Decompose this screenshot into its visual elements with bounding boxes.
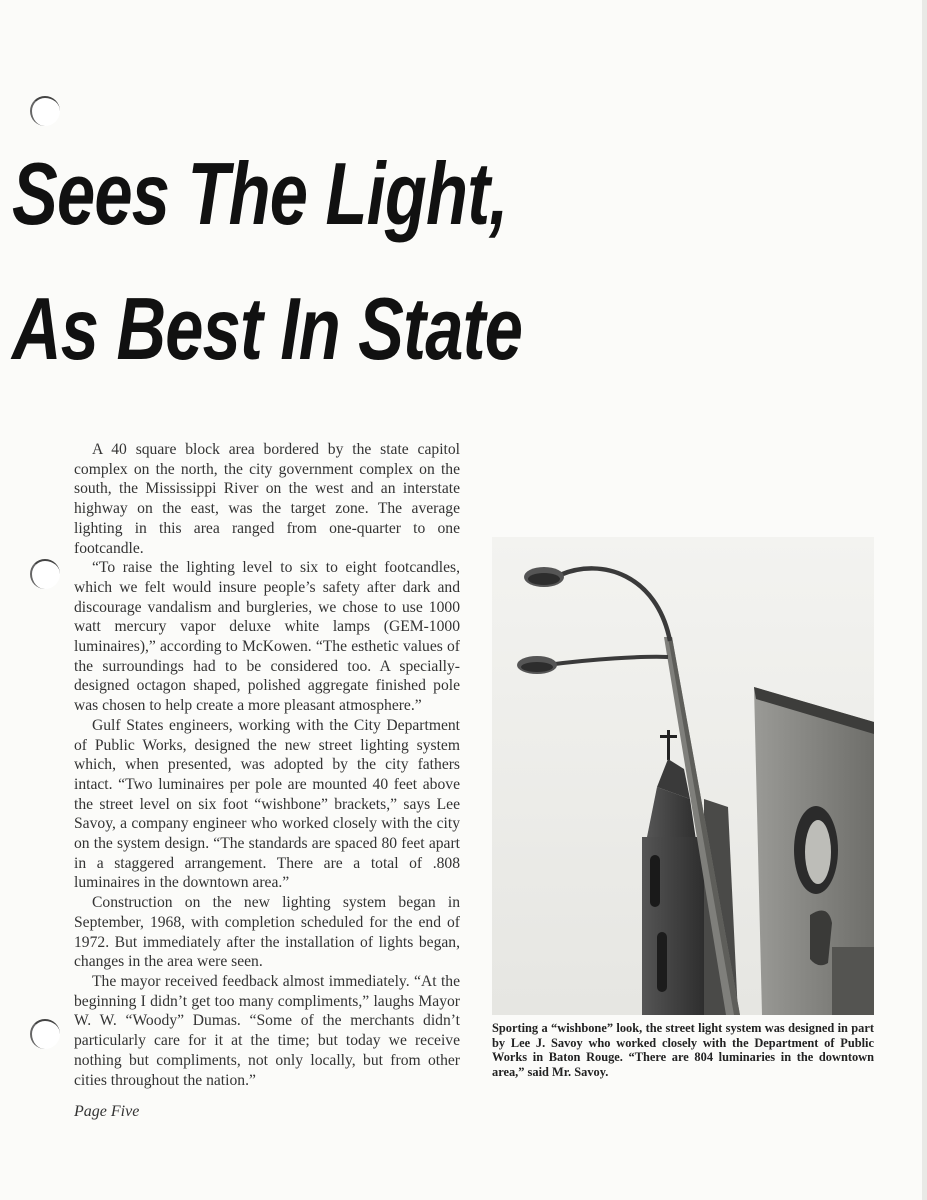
page-number: Page Five xyxy=(74,1103,140,1120)
brick-building xyxy=(754,687,874,1015)
headline-line-1: Sees The Light, xyxy=(12,144,508,243)
paragraph-1: A 40 square block area bordered by the state capitol complex on the north, the city government complex on the south, the Mississippi River on the west and an interstate highway on the east, was the target zone. The average lighting in this area ranged from one-quarter to one footcandle. xyxy=(74,441,460,557)
paragraph-4: Construction on the new lighting system began in September, 1968, with completion scheduled for the end of 1972. But immediately after the installation of lights began, changes in the area were seen. xyxy=(74,894,460,971)
page-edge xyxy=(922,0,927,1200)
streetlight-photo xyxy=(492,537,874,1015)
paragraph-5: The mayor received feedback almost immediately. “At the beginning I didn’t get too many compliments,” laughs Mayor W. W. “Woody” Dumas. “Some of the merchants didn’t particularly care for it at the time; but today we receive nothing but compliments, not only locally, but from other cities throughout the nation.” xyxy=(74,972,460,1089)
punch-hole-bottom xyxy=(30,1019,60,1049)
article-body xyxy=(74,440,460,1090)
punch-hole-middle xyxy=(30,559,60,589)
headline-line-2: As Best In State xyxy=(12,279,523,378)
photo-caption: Sporting a “wishbone” look, the street light system was designed in part by Lee J. Savoy who worked closely with the Department of Public Works in Baton Rouge. “There are 804 luminaries in the downtown area,” said Mr. Savoy. xyxy=(492,1021,874,1079)
streetlight-photo-drawing xyxy=(492,537,874,1015)
paragraph-2: “To raise the lighting level to six to eight footcandles, which we felt would insure people’s safety after dark and discourage vandalism and burgleries, we chose to use 1000 watt mercury vapor deluxe white lamps (GEM-1000 luminaires),” according to McKowen. “The esthetic values of the surroundings had to be considered too. A specially-designed octagon shaped, polished aggregate finished pole was chosen to help create a more pleasant atmosphere.” xyxy=(74,559,460,715)
punch-hole-top xyxy=(30,96,60,126)
paragraph-3: Gulf States engineers, working with the City Department of Public Works, designed the new street lighting system which, when presented, was adopted by the city fathers intact. “Two luminaires per pole are mounted 40 feet above the street level on six foot “wishbone” brackets,” says Lee Savoy, a company engineer who worked closely with the city on the system design. “The standards are spaced 80 feet apart in a staggered arrangement. There are a total of .808 luminaires in the downtown area.” xyxy=(74,716,460,892)
